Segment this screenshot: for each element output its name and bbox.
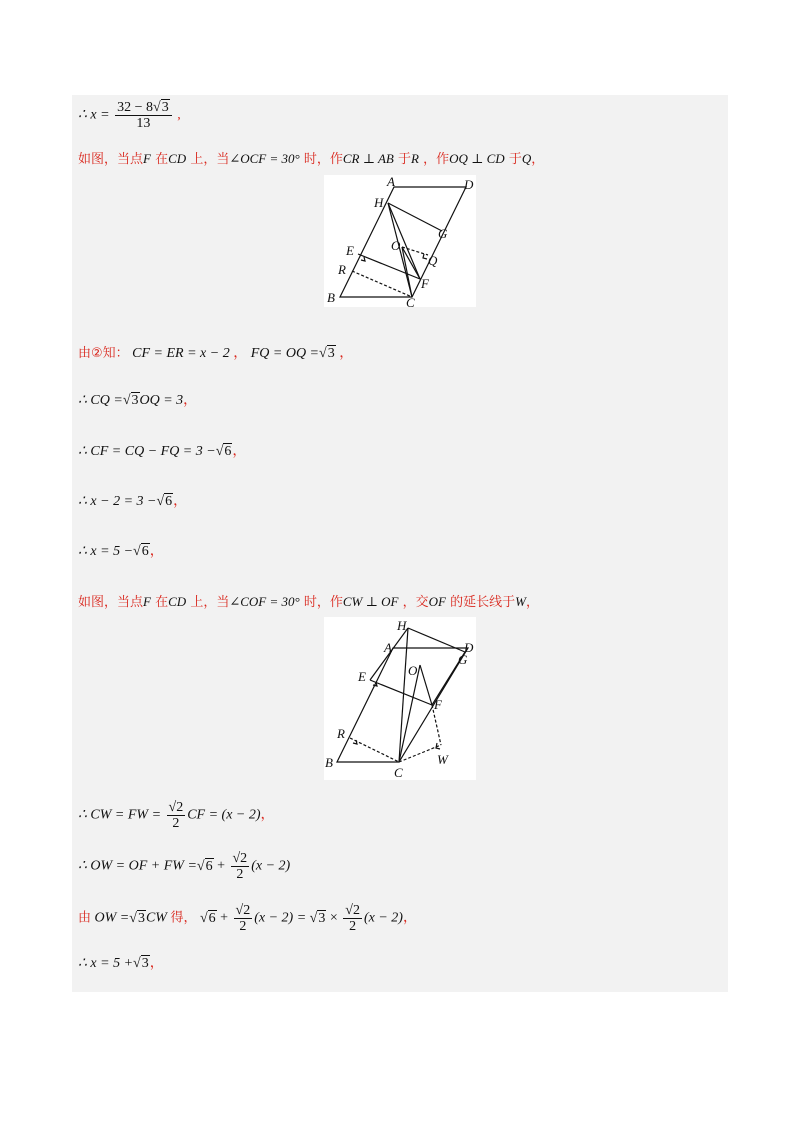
math: ∴ OW = OF + FW = (78, 858, 197, 874)
text: ，交 (402, 595, 429, 610)
math: (x − 2) (363, 910, 403, 926)
step-equation-ow (78, 903, 417, 934)
case-statement-1 (78, 148, 544, 167)
text: 上，当 (190, 152, 230, 167)
math: ∴ CF = CQ − FQ = 3 − (78, 444, 216, 459)
denominator: 2 (239, 919, 247, 934)
math: ∴ x − 2 = 3 − (78, 494, 157, 509)
text: ， (402, 910, 417, 926)
math: CD (168, 151, 187, 166)
label-H: H (397, 618, 407, 633)
math: CF = ER = x − 2 (132, 346, 230, 361)
text: ， (149, 956, 164, 971)
label-E: E (358, 669, 366, 684)
fraction (167, 800, 186, 831)
radicand: 3 (141, 956, 149, 971)
radicand: 6 (141, 544, 149, 559)
text: 时，作 (303, 595, 343, 610)
radicand: 6 (208, 910, 216, 926)
label-Q: Q (428, 253, 438, 268)
sqrt-icon: √6 (156, 494, 173, 509)
text: ， (531, 152, 545, 167)
text: 得， (170, 910, 197, 926)
math: (x − 2) (251, 858, 291, 874)
radicand: 6 (165, 494, 173, 509)
plus-symbol: + (220, 910, 229, 926)
text: 由 (78, 910, 92, 926)
parallelogram-abcd (340, 187, 466, 297)
text: ， (525, 595, 539, 610)
label-A: A (384, 640, 392, 655)
text: 上，当 (190, 595, 230, 610)
step-x-result-2 (78, 952, 164, 972)
numerator: 32 − 8 (117, 100, 153, 115)
radicand: 3 (137, 910, 145, 926)
fraction (343, 903, 362, 934)
math: CW (145, 910, 167, 926)
text: ， (339, 346, 354, 361)
math: ∠COF = 30° (229, 594, 300, 609)
label-R: R (338, 262, 346, 277)
comma: , (177, 107, 181, 123)
step-x-minus-2 (78, 490, 187, 510)
segment-hg (388, 203, 442, 231)
label-C: C (406, 295, 415, 307)
math: OQ = 3 (139, 393, 184, 408)
math: CF = (x − 2) (187, 807, 261, 823)
sqrt-icon: √3 (129, 910, 145, 926)
geometry-figure-1 (324, 175, 476, 307)
sqrt-icon: √3 (319, 346, 335, 361)
label-C: C (394, 765, 403, 780)
sqrt-icon: √6 (215, 444, 232, 459)
denominator: 2 (236, 867, 244, 882)
math: ∴ x = 5 − (78, 544, 134, 559)
fraction (231, 851, 250, 882)
text: ， (260, 807, 275, 823)
label-E: E (346, 243, 354, 258)
math: ∴ CW = FW = (78, 807, 162, 823)
plus-symbol: + (217, 858, 225, 874)
sqrt-icon: √3 (309, 910, 326, 926)
text: ， (233, 346, 248, 361)
denominator: 2 (172, 816, 180, 831)
segment-cw (399, 745, 441, 762)
label-O: O (391, 238, 401, 253)
sqrt-icon: √3 (133, 956, 149, 971)
numerator: √2 (168, 800, 184, 815)
text: 由②知： (78, 346, 129, 361)
math: OF (428, 594, 446, 609)
math: CW ⊥ OF (342, 594, 399, 609)
sqrt-icon: √6 (199, 910, 216, 926)
case-statement-2 (78, 591, 539, 610)
label-A: A (387, 175, 395, 189)
math: (x − 2) = (254, 910, 307, 926)
segment-ef (370, 680, 432, 705)
numerator: √2 (345, 903, 360, 918)
math: OW = (94, 910, 130, 926)
math: FQ = OQ = (250, 346, 319, 361)
math: CD (168, 594, 187, 609)
text: 在 (155, 152, 169, 167)
times-symbol: × (329, 910, 338, 926)
denominator: 13 (136, 116, 151, 131)
label-H: H (374, 195, 384, 210)
math: W (515, 594, 526, 609)
label-D: D (464, 640, 474, 655)
step-cf (78, 440, 246, 460)
figure-1-svg (324, 175, 476, 307)
label-D: D (464, 177, 474, 192)
figure-2-svg (324, 617, 476, 780)
text: 时，作 (303, 152, 343, 167)
math: ∠OCF = 30° (229, 151, 300, 166)
math: OQ ⊥ CD (449, 151, 505, 166)
sqrt-icon: √6 (196, 858, 213, 874)
text: ，作 (423, 152, 450, 167)
radicand: 3 (327, 346, 335, 361)
label-G: G (458, 652, 468, 667)
label-R: R (337, 726, 345, 741)
lhs: x = (90, 107, 110, 123)
right-angle-mark-e (361, 257, 365, 261)
numerator: √2 (235, 903, 251, 918)
step-cq (78, 389, 197, 409)
radicand: 3 (161, 100, 169, 115)
numerator: √2 (232, 851, 248, 866)
step-x-result-1 (78, 540, 164, 560)
text: 如图，当点 (78, 595, 144, 610)
sqrt-icon: √3 (153, 100, 169, 115)
geometry-figure-2 (324, 617, 476, 780)
text: ， (149, 544, 164, 559)
equation-x-value (78, 100, 181, 131)
text: 于 (508, 152, 522, 167)
text: 的延长线于 (450, 595, 516, 610)
fraction (234, 903, 253, 934)
segment-cr (350, 738, 399, 762)
math: CR ⊥ AB (342, 151, 394, 166)
label-B: B (327, 290, 335, 305)
segment-of (420, 665, 432, 705)
label-B: B (325, 755, 333, 770)
known-equalities (78, 342, 353, 362)
therefore-symbol: ∴ (78, 107, 87, 123)
step-ow (78, 851, 290, 882)
denominator: 2 (349, 919, 357, 934)
label-F: F (434, 697, 442, 712)
sqrt-icon: √6 (133, 544, 149, 559)
radicand: 6 (205, 858, 213, 874)
radicand: 6 (224, 444, 232, 459)
segment-cr (352, 271, 412, 297)
label-O: O (408, 663, 418, 678)
text: ， (183, 393, 198, 408)
text: 于 (398, 152, 412, 167)
radicand: 3 (131, 393, 139, 408)
step-cw-fw (78, 800, 275, 831)
text: ， (232, 444, 247, 459)
text: 如图，当点 (78, 152, 144, 167)
math: F (143, 151, 151, 166)
label-W: W (437, 752, 448, 767)
label-G: G (438, 226, 448, 241)
text: 在 (155, 595, 169, 610)
fraction (115, 100, 172, 131)
math: F (143, 594, 151, 609)
math: ∴ x = 5 + (78, 956, 134, 971)
math: R (411, 151, 419, 166)
text: ， (173, 494, 188, 509)
label-F: F (421, 276, 429, 291)
math: ∴ CQ = (78, 393, 123, 408)
math: Q (521, 151, 532, 166)
radicand: 3 (318, 910, 326, 926)
sqrt-icon: √3 (122, 393, 139, 408)
